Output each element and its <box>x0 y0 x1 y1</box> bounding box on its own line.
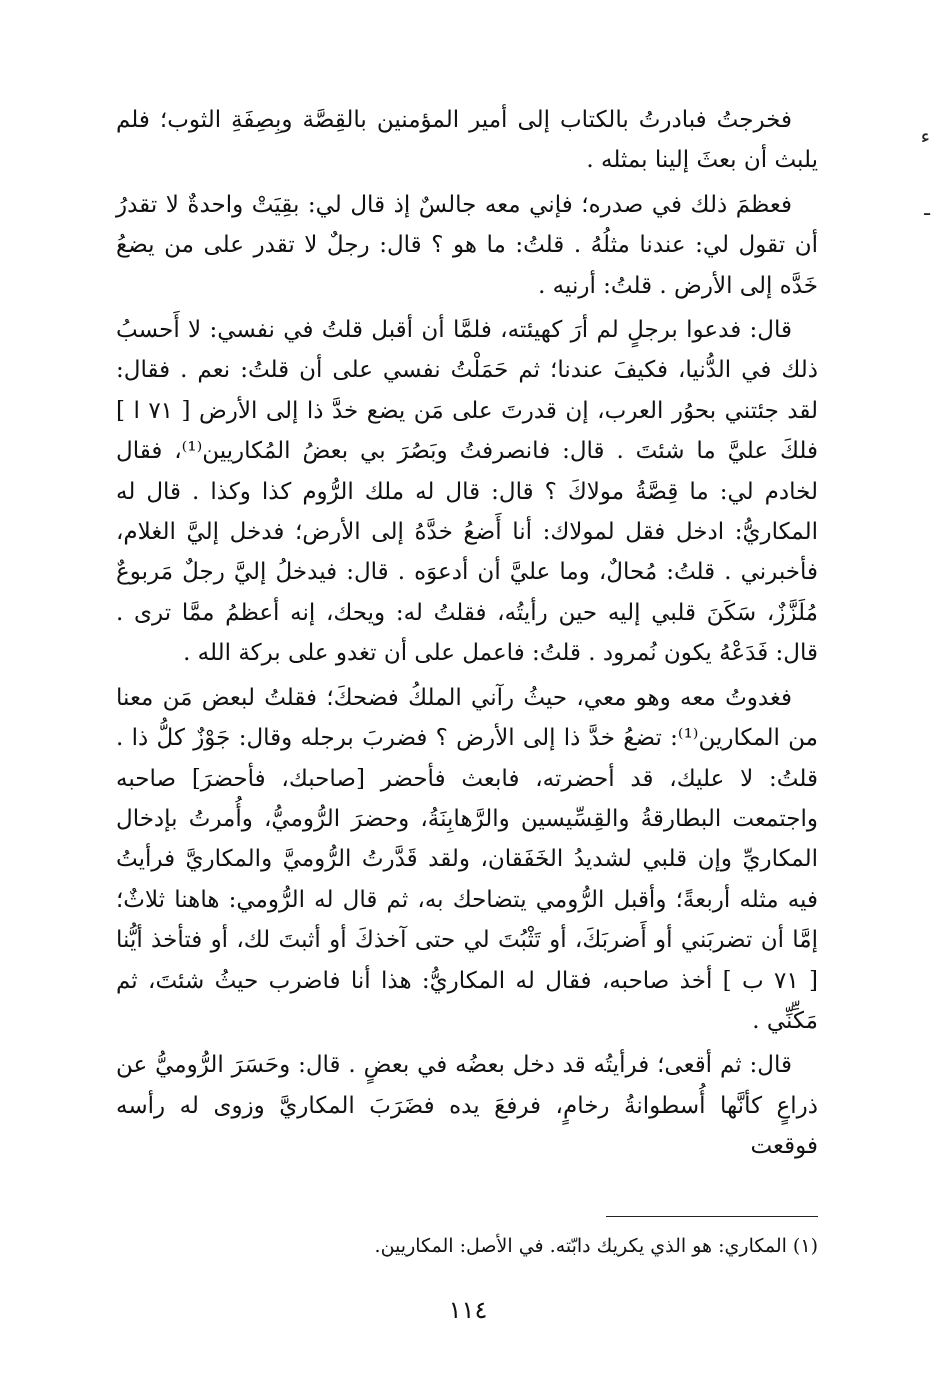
paragraph: فغدوتُ معه وهو معي، حيثُ رآني الملكُ فضحكَ؛ فقلتُ لبعض مَن معنا من المكارين⁽¹⁾: تضعُ خدَّ ذا إلى الأرض ؟ فضربَ برجله وقال: جَوْزٌ كلُّ ذا . قلتُ: لا عليك، قد أحضرته، فابعث فأحضر [صاحبك، فأحضرَ] صاحبه واجتمعت البطارقةُ والقِسِّيسين والرَّهابِنَةُ، وحضرَ الرُّوميُّ، وأُمرتُ بإدخال المكاريِّ وإن قلبي لشديدُ الخَفَقان، ولقد قَدَّرتُ الرُّوميَّ والمكاريَّ فرأيتُ فيه مثله أربعةً؛ وأقبل الرُّومي يتضاحك به، ثم قال له الرُّومي: هاهنا ثلاثٌ؛ إمَّا أن تضربَني أو أَضربَكَ، أو تَثْبُتَ لي حتى آخذكَ أو أثبتَ لك، أو فتأخذ أيُّنا [ ٧١ ب ] أخذ صاحبه، فقال له المكاريُّ: هذا أنا فاضرب حيثُ شئتَ، ثم مَكِّنِّي . <box>116 684 819 1034</box>
page-number: ١١٤ <box>448 1296 488 1324</box>
footnote: (١) المكاري: هو الذي يكريك دابّته. في الأصل: المكاريين. <box>374 1235 818 1257</box>
margin-mark: ء <box>920 124 930 148</box>
paragraph: قال: ثم أقعى؛ فرأيتُه قد دخل بعضُه في بعضٍ . قال: وحَسَرَ الرُّوميُّ عن ذراعٍ كأنَّها أُسطوانةُ رخامٍ، فرفعَ يده فضَرَبَ المكاريَّ وزوى له رأسه فوقعت <box>116 1052 818 1160</box>
margin-mark: ـ <box>924 196 930 220</box>
paragraph: فخرجتُ فبادرتُ بالكتاب إلى أمير المؤمنين بالقِصَّة وبِصِفَةِ الثوب؛ فلم يلبث أن بعثَ إلينا بمثله . <box>116 107 818 174</box>
main-text <box>116 100 818 1171</box>
paragraph: قال: فدعوا برجلٍ لم أرَ كهيئته، فلمَّا أن أقبل قلتُ في نفسي: لا أَحسبُ ذلك في الدُّنيا، فكيفَ عندنا؛ ثم حَمَلْتُ نفسي على أن قلتُ: نعم . فقال: لقد جئتني بحوُر العرب، إن قدرتَ على مَن يضع خدَّ ذا إلى الأرض [ ٧١ ا ] فلكَ عليَّ ما شئتَ . قال: فانصرفتُ وبَصُرَ بي بعضُ المُكاريين⁽¹⁾، فقال لخادم لي: ما قِصَّةُ مولاكَ ؟ قال: قال له ملك الرُّوم كذا وكذا . قال له المكاريُّ: ادخل فقل لمولاك: أنا أَضعُ خدَّهُ إلى الأرض؛ فدخل إليَّ الغلام، فأخبرني . قلتُ: مُحالٌ، وما عليَّ أن أدعوَه . قال: فيدخلُ إليَّ رجلٌ مَربوعٌ مُلَزَّزٌ، سَكَنَ قلبي إليه حين رأيتُه، فقلتُ له: ويحك، إنه أعظمُ ممَّا ترى . قال: فَدَعْهُ يكون نُمرود . قلتُ: فاعمل على أن تغدو على بركة الله . <box>116 317 818 667</box>
paragraph: فعظمَ ذلك في صدره؛ فإني معه جالسٌ إذ قال لي: بقِيَتْ واحدةٌ لا تقدرُ أن تقول لي: عندنا مثلُهُ . قلتُ: ما هو ؟ قال: رجلٌ لا تقدر على من يضعُ خَدَّه إلى الأرض . قلتُ: أرنيه . <box>116 191 818 299</box>
footnote-divider <box>606 1216 818 1217</box>
